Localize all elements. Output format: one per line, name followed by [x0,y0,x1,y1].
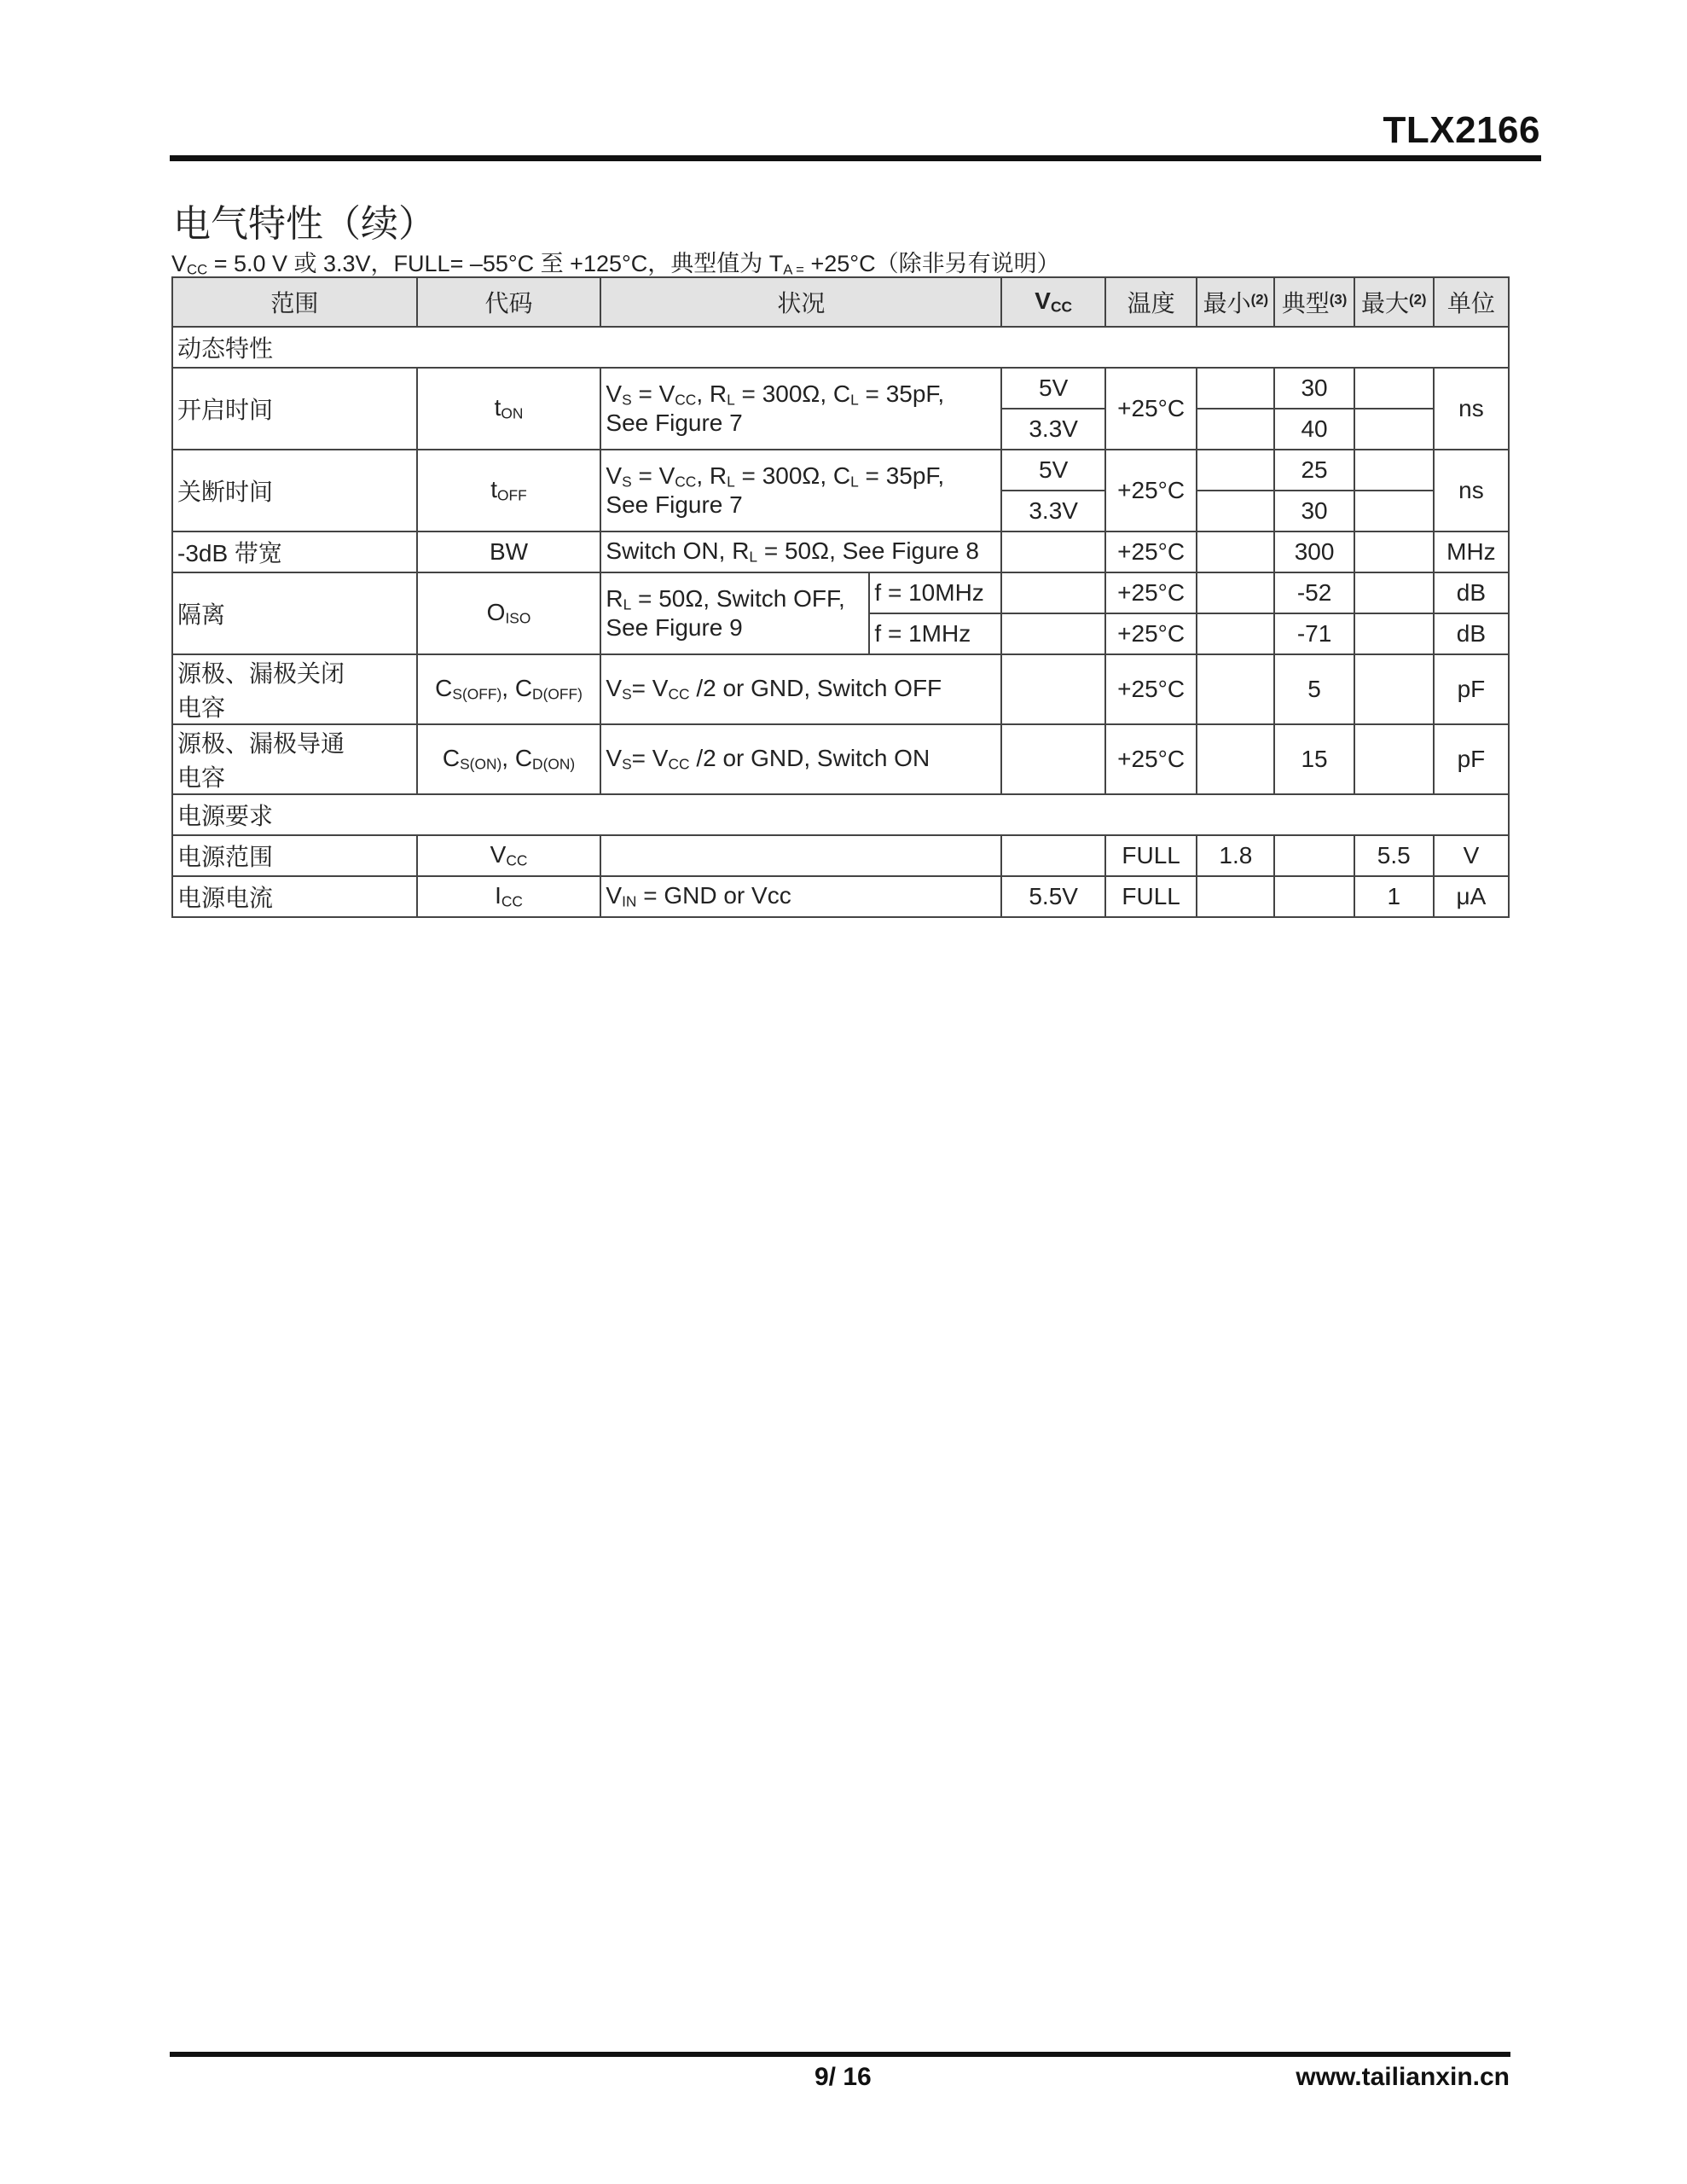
temp-value: +25°C [1105,450,1197,531]
param-symbol: $C_{S(ON)}$, $C_{D(ON)}$ [417,724,601,794]
typ-value [1274,876,1354,917]
table-row-vrange [172,835,1509,876]
table-row-coff [172,654,1509,724]
param-name: 源极、漏极关闭 电容 [172,654,417,724]
param-symbol: $t_{OFF}$ [417,450,601,531]
param-name: 关断时间 [172,450,417,531]
vcc-value [1001,572,1105,613]
param-name: 开启时间 [172,368,417,450]
max-value [1354,724,1434,794]
min-value: 1.8 [1197,835,1274,876]
header-temp: 温度 [1105,277,1197,327]
unit-value: dB [1434,613,1509,654]
max-value [1354,613,1434,654]
param-symbol: $C_{S(OFF)}$, $C_{D(OFF)}$ [417,654,601,724]
vcc-value: 3.3V [1001,409,1105,450]
unit-value: V [1434,835,1509,876]
max-value [1354,491,1434,531]
test-conditions: $V_{CC} = 5.0$ V 或 3.3V，FULL= –55°C 至 +125°C，典型值为 $T_{A =} +25^\circ C$（除非另有说明） [171,251,1060,278]
vcc-value: 5.5V [1001,876,1105,917]
vcc-value [1001,654,1105,724]
header-rule [170,155,1541,161]
vcc-value [1001,613,1105,654]
typ-value [1274,835,1354,876]
table-row-iso [172,572,1509,613]
vcc-value: 3.3V [1001,491,1105,531]
header-condition: 状况 [600,277,1001,327]
temp-value: +25°C [1105,572,1197,613]
temp-value: +25°C [1105,654,1197,724]
temp-value: FULL [1105,835,1197,876]
min-value [1197,491,1274,531]
min-value [1197,409,1274,450]
unit-value: ns [1434,368,1509,450]
param-condition: $V_S= V_{CC}$ /2 or GND, Switch ON [600,724,1001,794]
unit-value: pF [1434,654,1509,724]
max-value [1354,654,1434,724]
param-symbol: $V_{CC}$ [417,835,601,876]
param-condition [600,835,1001,876]
min-value [1197,654,1274,724]
min-value [1197,613,1274,654]
header-vcc: $V_{CC}$ [1001,277,1105,327]
unit-value: ns [1434,450,1509,531]
param-condition: $V_S = V_{CC}$, $R_L = 300\Omega$, $C_L = 35pF$, See Figure 7 [600,450,1001,531]
header-code: 代码 [417,277,601,327]
typ-value: 40 [1274,409,1354,450]
section-row-power [172,794,1509,835]
param-name: 电源电流 [172,876,417,917]
freq-value: f = 1MHz [869,613,1001,654]
max-value: 1 [1354,876,1434,917]
typ-value: 30 [1274,491,1354,531]
param-condition: $V_{IN}$ = GND or Vcc [600,876,1001,917]
header-max: 最大$^{(2)}$ [1354,277,1434,327]
header-typ: 典型$^{(3)}$ [1274,277,1354,327]
min-value [1197,531,1274,572]
table-row-toff [172,450,1509,491]
temp-value: +25°C [1105,613,1197,654]
vcc-value [1001,531,1105,572]
min-value [1197,368,1274,409]
section-label-power: 电源要求 [172,794,1509,835]
param-name: 隔离 [172,572,417,654]
page-number: 9/ 16 [815,2063,872,2091]
param-name: 源极、漏极导通 电容 [172,724,417,794]
typ-value: 15 [1274,724,1354,794]
table-row-ton [172,368,1509,409]
unit-value: dB [1434,572,1509,613]
section-row-dynamic [172,327,1509,368]
param-name: -3dB 带宽 [172,531,417,572]
max-value [1354,368,1434,409]
header-unit: 单位 [1434,277,1509,327]
vcc-value [1001,724,1105,794]
temp-value: FULL [1105,876,1197,917]
typ-value: 30 [1274,368,1354,409]
table-row-con [172,724,1509,794]
max-value: 5.5 [1354,835,1434,876]
param-symbol: $I_{CC}$ [417,876,601,917]
param-name: 电源范围 [172,835,417,876]
header-min: 最小$^{(2)}$ [1197,277,1274,327]
table-row-bw [172,531,1509,572]
vcc-value: 5V [1001,368,1105,409]
param-condition: $V_S = V_{CC}$, $R_L = 300\Omega$, $C_L = 35pF$, See Figure 7 [600,368,1001,450]
param-condition: $R_L = 50\Omega$, Switch OFF, See Figure 9 [600,572,869,654]
max-value [1354,450,1434,491]
max-value [1354,572,1434,613]
table-header-row [172,277,1509,327]
min-value [1197,876,1274,917]
website-link[interactable]: www.tailianxin.cn [1296,2063,1510,2091]
vcc-value: 5V [1001,450,1105,491]
unit-value: MHz [1434,531,1509,572]
param-symbol: $O_{ISO}$ [417,572,601,654]
unit-value: μA [1434,876,1509,917]
min-value [1197,724,1274,794]
part-number: TLX2166 [1383,109,1540,151]
min-value [1197,572,1274,613]
header-range: 范围 [172,277,417,327]
temp-value: +25°C [1105,531,1197,572]
typ-value: -71 [1274,613,1354,654]
temp-value: +25°C [1105,724,1197,794]
section-title: 电气特性（续） [173,202,436,246]
freq-value: f = 10MHz [869,572,1001,613]
footer-rule [170,2052,1510,2057]
param-condition: Switch ON, $R_L = 50\Omega$, See Figure 8 [600,531,1001,572]
typ-value: -52 [1274,572,1354,613]
temp-value: +25°C [1105,368,1197,450]
section-label-dynamic: 动态特性 [172,327,1509,368]
min-value [1197,450,1274,491]
max-value [1354,531,1434,572]
param-condition: $V_S= V_{CC}$ /2 or GND, Switch OFF [600,654,1001,724]
param-symbol: $t_{ON}$ [417,368,601,450]
unit-value: pF [1434,724,1509,794]
typ-value: 5 [1274,654,1354,724]
param-symbol: BW [417,531,601,572]
electrical-characteristics-table [171,276,1510,918]
max-value [1354,409,1434,450]
vcc-value [1001,835,1105,876]
typ-value: 300 [1274,531,1354,572]
typ-value: 25 [1274,450,1354,491]
table-row-icc [172,876,1509,917]
